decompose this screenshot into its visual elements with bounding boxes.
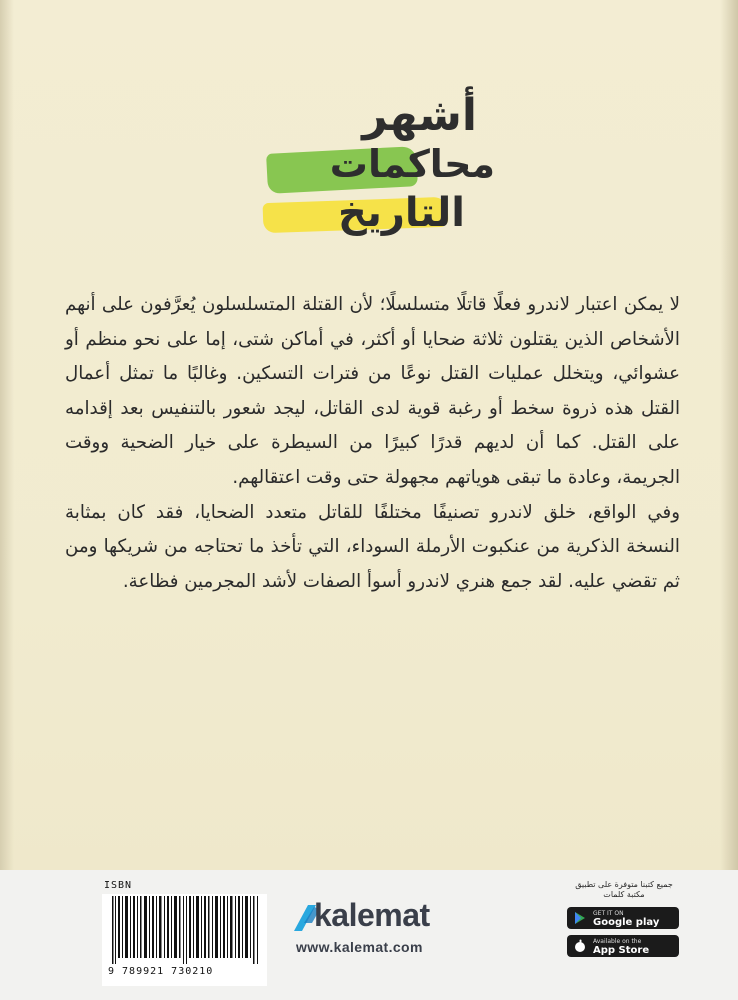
cover-right-edge — [720, 0, 738, 1000]
title-line-1: أشهر — [362, 90, 477, 141]
publisher-name: kalemat — [314, 897, 430, 933]
publisher-website[interactable]: www.kalemat.com — [296, 939, 423, 955]
title-line-3: التاريخ — [338, 190, 465, 236]
isbn-number: 9 789921 730210 — [108, 966, 214, 977]
isbn-label: ISBN — [104, 880, 133, 891]
cover-left-edge — [0, 0, 14, 1000]
blurb-paragraph-2: وفي الواقع، خلق لاندرو تصنيفًا مختلفًا للقاتل متعدد الضحايا، فقد كان بمثابة النسخة الذكرية من عنكبوت الأرملة السوداء، التي تأخذ ما تحتاجه من شريكها ومن ثم تقضي عليه. لقد جمع هنري لاندرو أسوأ الصفات لأشد المجرمين فظاعة. — [65, 501, 680, 592]
isbn-barcode — [102, 894, 267, 986]
apps-note: جميع كتبنا متوفرة على تطبيق مكتبة كلمات — [575, 880, 673, 899]
google-play-icon — [573, 911, 587, 925]
apple-icon — [573, 939, 587, 953]
publisher-logo — [292, 897, 462, 957]
google-play-badge[interactable] — [567, 907, 679, 929]
barcode-bars — [112, 896, 260, 964]
google-play-label: Google play — [593, 917, 660, 928]
book-title — [255, 90, 505, 240]
blurb-text — [65, 288, 680, 599]
app-store-badge[interactable] — [567, 935, 679, 957]
google-play-small: GET IT ON — [593, 910, 624, 917]
app-store-badges — [565, 880, 683, 990]
app-store-label: App Store — [593, 945, 650, 956]
app-store-small: Available on the — [593, 938, 642, 945]
title-line-2: محاكمات — [329, 142, 495, 186]
blurb-paragraph-1: لا يمكن اعتبار لاندرو فعلًا قاتلًا متسلسلًا؛ لأن القتلة المتسلسلون يُعرَّفون على أنهم الأشخاص الذين يقتلون ثلاثة ضحايا أو أكثر، في أماكن شتى، إما على نحو منظم أو عشوائي، ويتخلل عمليات القتل نوعًا من فترات التسكين. وغالبًا ما تمثل أعمال القتل هذه ذروة سخط أو رغبة قوية لدى القاتل، ليجد شعور بالتنفيس بعد إقدامه على القتل. كما أن لديهم قدرًا كبيرًا من السيطرة على خيار الضحية ووقت الجريمة، وعادة ما تبقى هوياتهم مجهولة حتى وقت اعتقالهم. — [65, 294, 680, 488]
